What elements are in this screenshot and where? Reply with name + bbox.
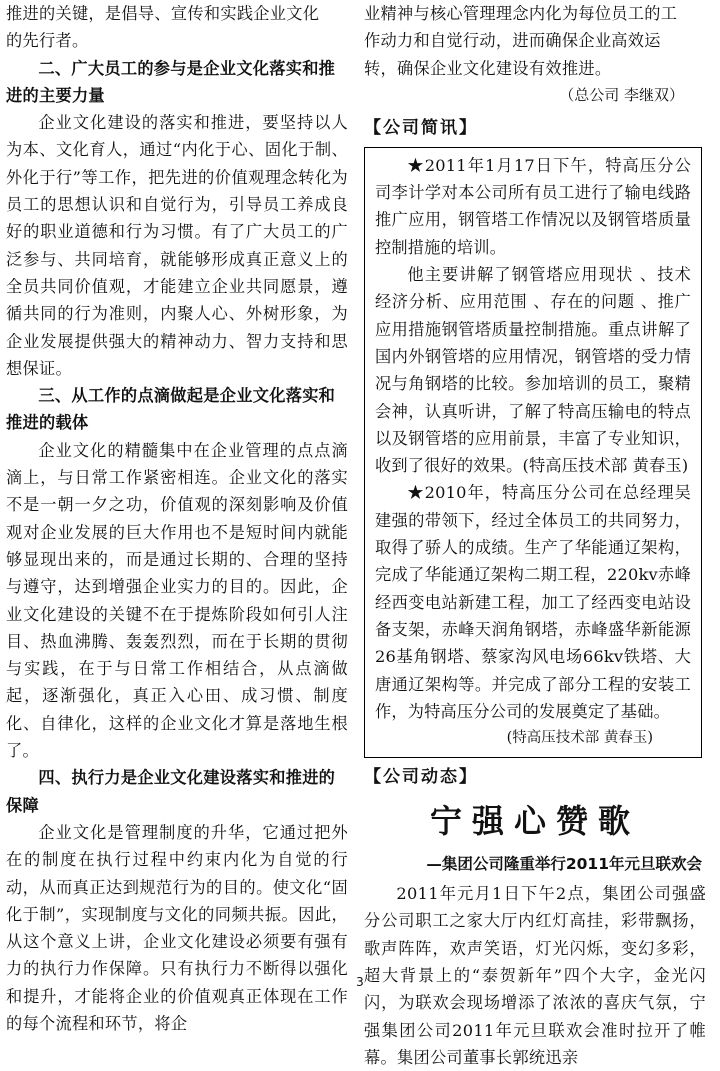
article-subtitle: —集团公司隆重举行2011年元旦联欢会	[426, 855, 702, 874]
article-title: 宁强心赞歌	[429, 802, 640, 841]
company-news-tag: 【公司简讯】	[364, 117, 478, 138]
section-3-body: 企业文化的精髓集中在企业管理的点点滴滴上，与日常工作紧密相连。企业文化的落实不是一朝一夕之功，价值观的深刻影响及价值观对企业发展的巨大作用也不是短时间内就能够显现出来的，而是通过长期的、合理的坚持与遵守，达到增强企业实力的目的。因此，企业文化建设的关键不在于提炼阶段如何引人注目、热血沸腾、轰轰烈烈，而在于长期的贯彻与实践，在于与日常工作相结合，从点滴做起，逐渐强化，真正入心田、成习惯、制度化、自律化，这样的企业文化才算是落地生根了。	[6, 440, 348, 761]
section-2-heading: 二、广大员工的参与是企业文化落实和推进的主要力量	[6, 58, 336, 105]
continued-line-1: 业精神与核心管理理念内化为每位员工的工	[364, 4, 678, 23]
news-item-2: ★2010年，特高压分公司在总经理吴建强的带领下，经过全体员工的共同努力，取得了骄人的成绩。生产了华能通辽架构，完成了华能通辽架构二期工程，220kv赤峰经西变电站新建工程，加工了经西变电站设备支架，赤峰天润角钢塔，赤峰盛华新能源26基角钢塔、蔡家沟风电场66kv铁塔、大唐通辽架构等。并完成了部分工程的安装工作，为特高压分公司的发展奠定了基础。	[375, 483, 691, 721]
section-4-body: 企业文化是管理制度的升华，它通过把外在的制度在执行过程中约束内化为自觉的行动，从而真正达到规范行为的目的。使文化“固化于制”，实现制度与文化的同频共振。因此，从这个意义上讲，企业文化建设必须要有强有力的执行力作保障。只有执行力不断得以强化和提升，才能将企业的价值观真正体现在工作的每个流程和环节，将企	[6, 822, 348, 1033]
intro-line-2: 的先行者。	[6, 31, 89, 51]
section-3-heading: 三、从工作的点滴做起是企业文化落实和推进的载体	[6, 386, 336, 433]
article-body: 2011年元月1日下午2点，集团公司强盛分公司职工之家大厅内红灯高挂，彩带飘扬，歌声阵阵，欢声笑语，灯光闪烁，变幻多彩，超大背景上的“泰贺新年”四个大字，金光闪闪，为联欢会现场增添了浓浓的喜庆气氛，宁强集团公司2011年元旦联欢会准时拉开了帷幕。集团公司董事长郭统迅亲	[364, 884, 706, 1067]
section-4-heading: 四、执行力是企业文化建设落实和推进的保障	[6, 768, 336, 815]
company-dynamics-tag: 【公司动态】	[364, 767, 478, 788]
section-2-body: 企业文化建设的落实和推进，要坚持以人为本、文化育人，通过“内化于心、固化于制、外化于行”等工作，把先进的价值观理念转化为员工的思想认识和自觉行为，引导员工养成良好的职业道德和行为习惯。有了广大员工的广泛参与、共同培育，就能够形成真正意义上的全员共同价值观，才能建立企业共同愿景，遵循共同的行为准则，内聚人心、外树形象，为企业发展提供强大的精神动力、智力支持和思想保证。	[6, 113, 348, 378]
intro-line-1: 推进的关键，是倡导、宣传和实践企业文化	[6, 4, 320, 23]
news-item-1a: ★2011年1月17日下午，特高压分公司李计学对本公司所有员工进行了输电线路推广应用，钢管塔工作情况以及钢管塔质量控制措施的培训。	[375, 155, 691, 257]
news-item-1b: 他主要讲解了钢管塔应用现状 、技术经济分析、应用范围 、存在的问题 、推广应用措施钢管塔质量控制措施。重点讲解了国内外钢管塔的应用情况，钢管塔的受力情况与角钢塔的比较。参加培训的员工，聚精会神，认真听讲，了解了特高压输电的特点以及钢管塔的应用前景，丰富了专业知识，收到了很好的效果。(特高压技术部 黄春玉)	[375, 265, 691, 476]
company-news-box	[364, 147, 702, 758]
news-item-2-signature: (特高压技术部 黄春玉)	[506, 730, 653, 747]
left-column	[6, 0, 348, 1037]
right-column	[364, 0, 706, 1071]
author-signature: （总公司 李继双）	[559, 85, 684, 104]
continued-line-2: 作动力和自觉行动，进而确保企业高效运	[364, 31, 661, 51]
page-number: 3	[356, 975, 364, 989]
continued-line-3: 转，确保企业文化建设有效推进。	[364, 58, 612, 78]
